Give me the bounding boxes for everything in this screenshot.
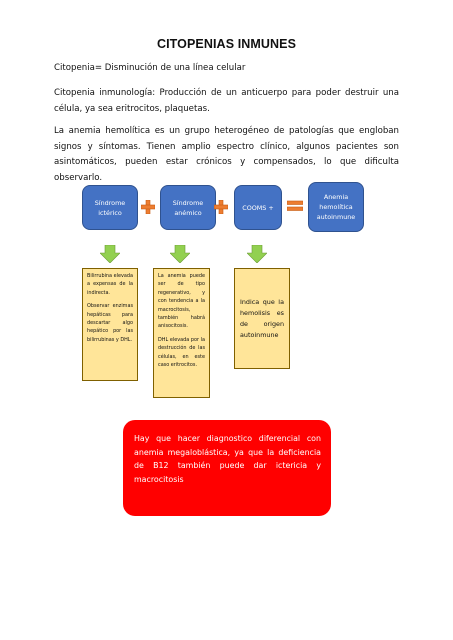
definition-citopenia: Citopenia= Disminución de una línea celular (54, 63, 246, 73)
box-label: Síndrome ictérico (94, 198, 126, 217)
differential-diagnosis-alert: Hay que hacer diagnostico diferencial con anemia megaloblástica, ya que la deficiencia de B12 también puede dar ictericia y macrocitosis (123, 420, 331, 516)
note-text: Bilirrubina elevada a expensas de la indirecta. (87, 273, 133, 296)
note-text: Observar enzimas hepáticas para descartar algo hepático por las bilirrubinas y DHL. (87, 303, 133, 343)
note-text: La anemia puede ser de tipo regenerativo, y con tendencia a la macrocitosis, también habrá anisocitosis. (158, 273, 205, 330)
note-text: Indica que la hemolisis es de origen autoinmune (240, 297, 284, 339)
box-cooms-positive (234, 185, 282, 230)
plus-icon (214, 200, 228, 214)
definition-citopenia-inmunologia: Citopenia inmunología: Producción de un anticuerpo para poder destruir una célula, ya sea eritrocitos, plaquetas. (54, 88, 399, 114)
note-cooms (234, 268, 290, 369)
plus-icon (141, 200, 155, 214)
note-sindrome-anemico (153, 268, 210, 398)
box-sindrome-icterico (82, 185, 138, 230)
box-label: COOMS + (242, 203, 274, 212)
page-title: CITOPENIAS INMUNES (156, 37, 297, 51)
box-sindrome-anemico (160, 185, 216, 230)
arrow-down-icon (170, 245, 190, 263)
arrow-down-icon (247, 245, 267, 263)
equals-icon (287, 200, 303, 212)
note-text: DHL elevada por la destrucción de las células, en este caso eritrocitos. (158, 336, 205, 369)
arrow-down-icon (100, 245, 120, 263)
anemia-hemolitica-description: La anemia hemolítica es un grupo heterogéneo de patologías que engloban signos y síntomas. Tienen amplio espectro clínico, algunos pacientes son asintomáticos, pueden estar crónicos y compensados, lo que dificulta observarlo. (54, 126, 399, 183)
note-sindrome-icterico (82, 268, 138, 381)
box-anemia-hemolitica-autoinmune (308, 182, 364, 232)
box-label: Síndrome anémico (172, 198, 204, 217)
box-label: Anemia hemolítica autoinmune (316, 193, 356, 221)
